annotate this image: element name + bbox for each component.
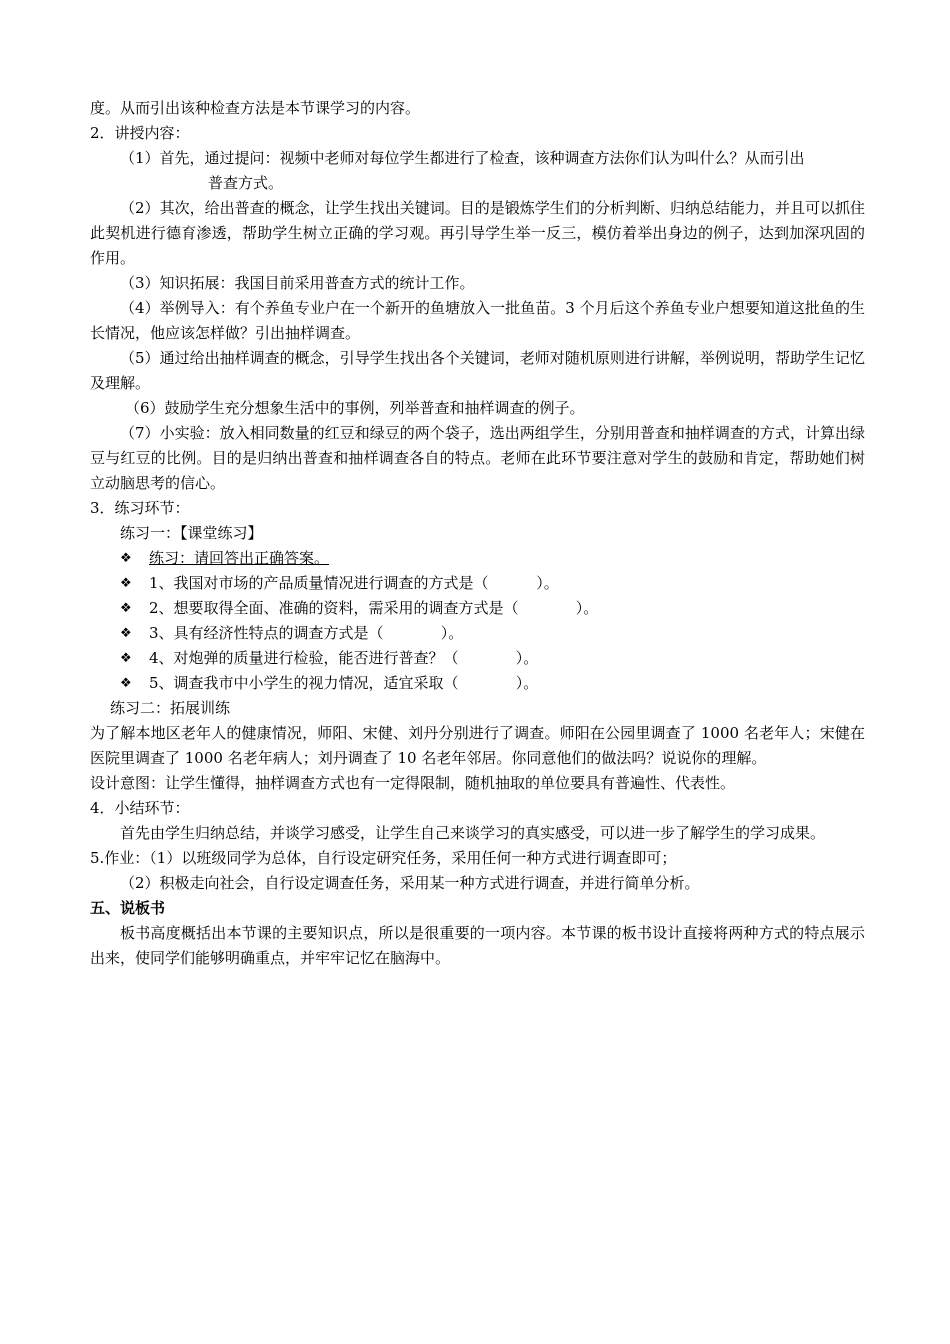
teaching-step-1: （1）首先，通过提问：视频中老师对每位学生都进行了检查，该种调查方法你们认为叫什么？从而引出 [120,149,805,167]
diamond-bullet-icon: ❖ [120,601,132,616]
question-2 [90,596,865,621]
question-1-text: 1、我国对市场的产品质量情况进行调查的方式是（ ）。 [149,574,559,592]
question-5-text: 5、调查我市中小学生的视力情况，适宜采取（ ）。 [149,674,539,692]
homework-2: （2）积极走向社会，自行设定调查任务，采用某一种方式进行调查，并进行简单分析。 [120,874,700,892]
document-page [90,96,865,971]
teaching-step-7: （7）小实验：放入相同数量的红豆和绿豆的两个袋子，选出两组学生，分别用普查和抽样调查的方式，计算出绿豆与红豆的比例。目的是归纳出普查和抽样调查各自的特点。老师在此环节要注意对学生的鼓励和肯定，帮助她们树立动脑思考的信心。 [90,424,865,492]
diamond-bullet-icon: ❖ [120,551,132,566]
homework-1: 5.作业：（1）以班级同学为总体，自行设定研究任务，采用任何一种方式进行调查即可； [90,849,677,867]
teaching-step-4: （4）举例导入：有个养鱼专业户在一个新开的鱼塘放入一批鱼苗。3 个月后这个养鱼专业户想要知道这批鱼的生长情况，他应该怎样做？引出抽样调查。 [90,299,865,342]
paragraph-intro-end: 度。从而引出该种检查方法是本节课学习的内容。 [90,99,421,117]
section-4-heading: 4．小结环节： [90,799,190,817]
exercise-2-body: 为了解本地区老年人的健康情况，师阳、宋健、刘丹分别进行了调查。师阳在公园里调查了 1000 名老年人；宋健在医院里调查了 1000 名老年病人；刘丹调查了 10 名老年邻居。你同意他们的做法吗？说说你的理解。 [90,724,865,767]
diamond-bullet-icon: ❖ [120,676,132,691]
question-2-text: 2、想要取得全面、准确的资料，需采用的调查方式是（ ）。 [149,599,599,617]
section-4-body: 首先由学生归纳总结，并谈学习感受，让学生自己来谈学习的真实感受，可以进一步了解学生的学习成果。 [120,824,826,842]
section-5-body: 板书高度概括出本节课的主要知识点，所以是很重要的一项内容。本节课的板书设计直接将两种方式的特点展示出来，使同学们能够明确重点，并牢牢记忆在脑海中。 [90,924,865,967]
question-4-text: 4、对炮弹的质量进行检验，能否进行普查？（ ）。 [149,649,539,667]
question-5 [90,671,865,696]
teaching-step-2: （2）其次，给出普查的概念，让学生找出关键词。目的是锻炼学生们的分析判断、归纳总结能力，并且可以抓住此契机进行德育渗透，帮助学生树立正确的学习观。再引导学生举一反三，模仿着举出身边的例子，达到加深巩固的作用。 [90,199,865,267]
teaching-step-1-cont: 普查方式。 [208,174,284,192]
question-3-text: 3、具有经济性特点的调查方式是（ ）。 [149,624,464,642]
diamond-bullet-icon: ❖ [120,626,132,641]
question-4 [90,646,865,671]
design-intent: 设计意图：让学生懂得，抽样调查方式也有一定得限制，随机抽取的单位要具有普遍性、代表性。 [90,774,736,792]
teaching-step-5: （5）通过给出抽样调查的概念，引导学生找出各个关键词，老师对随机原则进行讲解，举例说明，帮助学生记忆及理解。 [90,349,865,392]
diamond-bullet-icon: ❖ [120,651,132,666]
exercise-intro [90,546,865,571]
question-1 [90,571,865,596]
teaching-step-6: （6）鼓励学生充分想象生活中的事例，列举普查和抽样调查的例子。 [125,399,585,417]
exercise-1-heading: 练习一：【课堂练习】 [120,524,263,542]
question-3 [90,621,865,646]
exercise-2-heading: 练习二：拓展训练 [110,699,231,717]
section-2-heading: 2．讲授内容： [90,124,190,142]
teaching-step-3: （3）知识拓展：我国目前采用普查方式的统计工作。 [120,274,475,292]
exercise-intro-text: 练习：请回答出正确答案。 [149,549,330,567]
section-3-heading: 3．练习环节： [90,499,190,517]
section-5-heading: 五、说板书 [90,899,166,917]
diamond-bullet-icon: ❖ [120,576,132,591]
